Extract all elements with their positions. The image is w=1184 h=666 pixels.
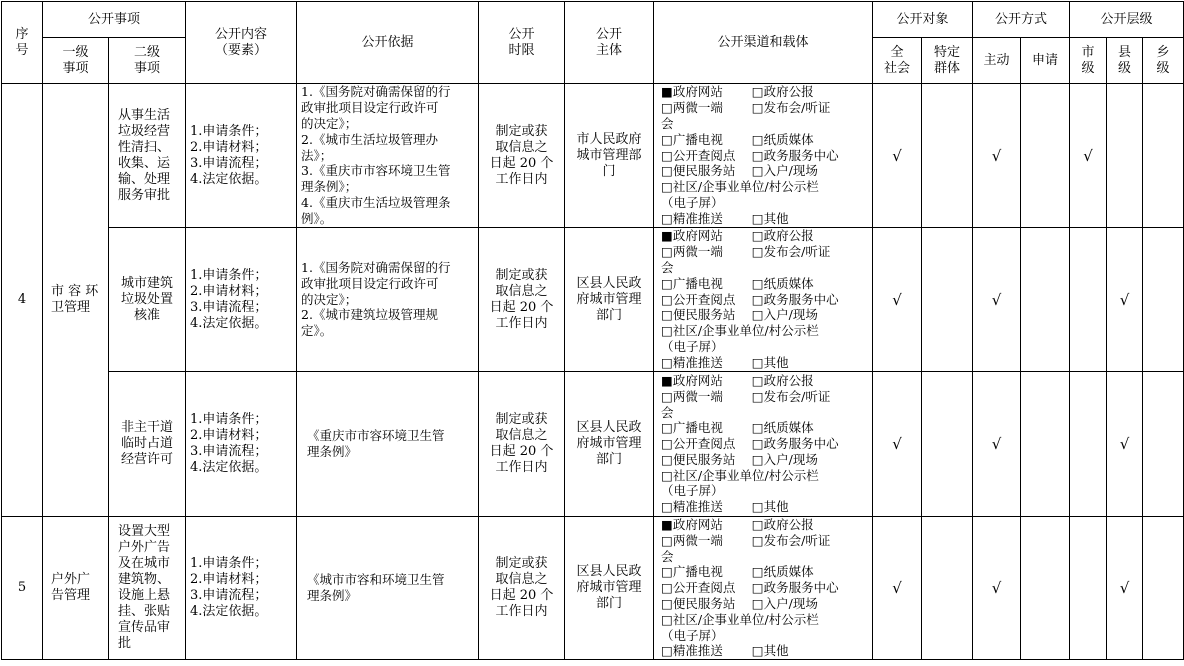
row-mode-active: √: [973, 228, 1021, 372]
table-row: [2, 372, 1184, 517]
header-content: 公开内容 （要素）: [186, 2, 297, 84]
header-subject: 公开 主体: [565, 2, 654, 84]
header-level-county: 县 级: [1107, 38, 1143, 84]
row-basis: 1.《国务院对确需保留的行 政审批项目设定行政许可 的决定》； 2.《城市建筑垃圾管理规 定》。: [297, 228, 479, 372]
row-level-town: [1143, 372, 1184, 517]
row-channels: ■政府网站 □政府公报 □两微一端 □发布会/听证 会 □广播电视 □纸质媒体 □公开查阅点 □政务服务中心 □便民服务站 □入户/现场 □社区/企事业单位/村公示栏 （电子屏） □精准推送 □其他: [654, 372, 873, 517]
row-mode-active: √: [973, 517, 1021, 660]
row-level2: 非主干道 临时占道 经营许可: [109, 372, 186, 517]
header-mode-active: 主动: [973, 38, 1021, 84]
disclosure-table: [1, 1, 1184, 660]
row-target-group: [922, 517, 973, 660]
row-content: 1.申请条件； 2.申请材料； 3.申请流程； 4.法定依据。: [186, 84, 297, 228]
row-target-all: √: [873, 228, 922, 372]
row-mode-apply: [1021, 228, 1070, 372]
header-seq: 序 号: [2, 2, 43, 84]
row-level-county: √: [1107, 228, 1143, 372]
table-row: [2, 228, 1184, 372]
header-channels: 公开渠道和载体: [654, 2, 873, 84]
table-row: [2, 517, 1184, 660]
row-time: 制定或获 取信息之 日起 20 个 工作日内: [479, 372, 565, 517]
row-basis: 《城市市容和环境卫生管 理条例》: [297, 517, 479, 660]
row-mode-active: √: [973, 84, 1021, 228]
header-mode-apply: 申请: [1021, 38, 1070, 84]
row-target-all: √: [873, 372, 922, 517]
row-mode-apply: [1021, 517, 1070, 660]
header-time: 公开 时限: [479, 2, 565, 84]
row-time: 制定或获 取信息之 日起 20 个 工作日内: [479, 84, 565, 228]
row-level2: 从事生活 垃圾经营 性清扫、 收集、运 输、处理 服务审批: [109, 84, 186, 228]
row-content: 1.申请条件； 2.申请材料； 3.申请流程； 4.法定依据。: [186, 228, 297, 372]
row-channels: ■政府网站 □政府公报 □两微一端 □发布会/听证 会 □广播电视 □纸质媒体 □公开查阅点 □政务服务中心 □便民服务站 □入户/现场 □社区/企事业单位/村公示栏 （电子屏） □精准推送 □其他: [654, 517, 873, 660]
row-channels: ■政府网站 □政府公报 □两微一端 □发布会/听证 会 □广播电视 □纸质媒体 □公开查阅点 □政务服务中心 □便民服务站 □入户/现场 □社区/企事业单位/村公示栏 （电子屏） □精准推送 □其他: [654, 84, 873, 228]
row-basis: 《重庆市市容环境卫生管 理条例》: [297, 372, 479, 517]
row-seq: 5: [2, 517, 43, 660]
header-target-group: 特定 群体: [922, 38, 973, 84]
row-level1: 户外广 告管理: [43, 517, 109, 660]
row-level-county: √: [1107, 517, 1143, 660]
row-channels: ■政府网站 □政府公报 □两微一端 □发布会/听证 会 □广播电视 □纸质媒体 □公开查阅点 □政务服务中心 □便民服务站 □入户/现场 □社区/企事业单位/村公示栏 （电子屏） □精准推送 □其他: [654, 228, 873, 372]
row-level-city: [1070, 517, 1107, 660]
row-subject: 区县人民政 府城市管理 部门: [565, 517, 654, 660]
row-mode-active: √: [973, 372, 1021, 517]
header-basis: 公开依据: [297, 2, 479, 84]
row-mode-apply: [1021, 372, 1070, 517]
row-level-city: [1070, 372, 1107, 517]
row-content: 1.申请条件； 2.申请材料； 3.申请流程； 4.法定依据。: [186, 517, 297, 660]
row-time: 制定或获 取信息之 日起 20 个 工作日内: [479, 517, 565, 660]
row-level-county: [1107, 84, 1143, 228]
row-content: 1.申请条件； 2.申请材料； 3.申请流程； 4.法定依据。: [186, 372, 297, 517]
header-mode: 公开方式: [973, 2, 1070, 38]
table-row: [2, 84, 1184, 228]
row-level-town: [1143, 228, 1184, 372]
row-level-town: [1143, 517, 1184, 660]
row-target-group: [922, 228, 973, 372]
header-level-city: 市 级: [1070, 38, 1107, 84]
row-level2: 城市建筑 垃圾处置 核准: [109, 228, 186, 372]
header-level: 公开层级: [1070, 2, 1184, 38]
row-level-town: [1143, 84, 1184, 228]
row-subject: 区县人民政 府城市管理 部门: [565, 372, 654, 517]
row-level1: 市 容 环 卫管理: [43, 84, 109, 517]
header-level2: 二级 事项: [109, 38, 186, 84]
row-level-county: √: [1107, 372, 1143, 517]
row-mode-apply: [1021, 84, 1070, 228]
header-level1: 一级 事项: [43, 38, 109, 84]
row-level2: 设置大型 户外广告 及在城市 建筑物、 设施上悬 挂、张贴 宣传品审 批: [109, 517, 186, 660]
row-subject: 区县人民政 府城市管理 部门: [565, 228, 654, 372]
header-target: 公开对象: [873, 2, 973, 38]
row-time: 制定或获 取信息之 日起 20 个 工作日内: [479, 228, 565, 372]
row-basis: 1.《国务院对确需保留的行 政审批项目设定行政许可 的决定》； 2.《城市生活垃圾管理办 法》； 3.《重庆市市容环境卫生管 理条例》； 4.《重庆市生活垃圾管理条 例》。: [297, 84, 479, 228]
header-items: 公开事项: [43, 2, 186, 38]
row-level-city: [1070, 228, 1107, 372]
header-target-all: 全 社会: [873, 38, 922, 84]
row-seq: 4: [2, 84, 43, 517]
row-target-all: √: [873, 517, 922, 660]
row-target-group: [922, 372, 973, 517]
row-target-all: √: [873, 84, 922, 228]
row-subject: 市人民政府 城市管理部 门: [565, 84, 654, 228]
header-level-town: 乡 级: [1143, 38, 1184, 84]
row-level-city: √: [1070, 84, 1107, 228]
row-target-group: [922, 84, 973, 228]
